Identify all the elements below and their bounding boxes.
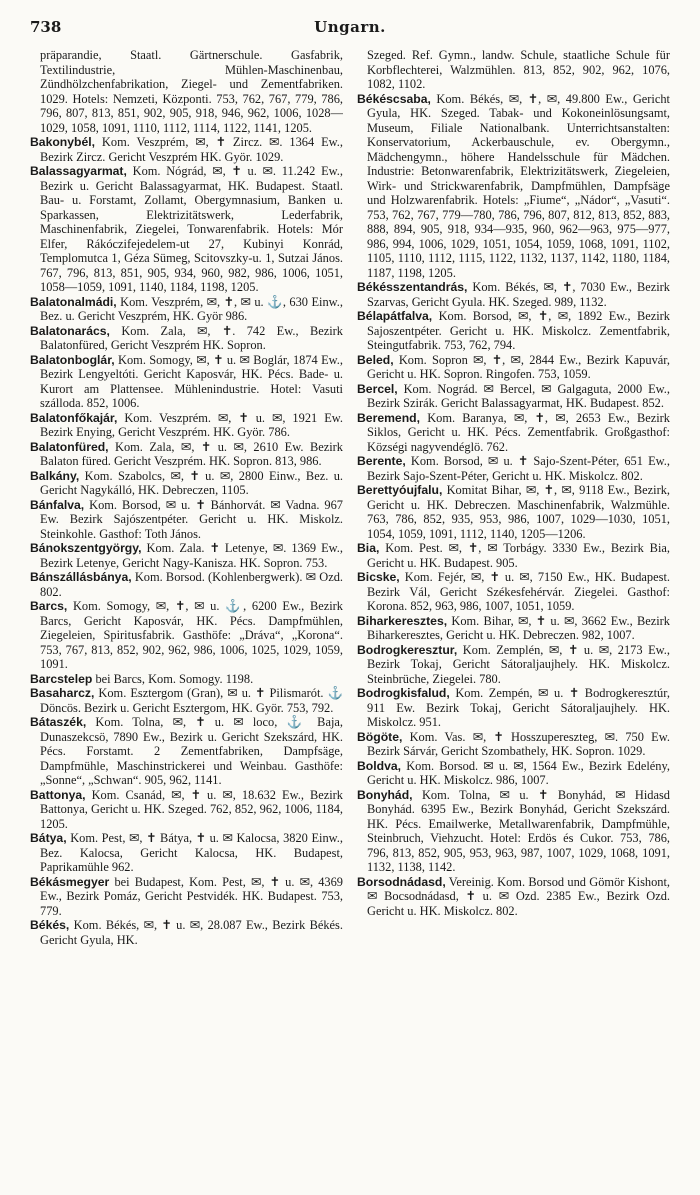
directory-entry xyxy=(357,759,670,788)
place-name: Békésszentandrás, xyxy=(357,280,468,294)
entry-text: Kom. Zala. ✝ Letenye, ✉. 1369 Ew., Bezirk Letenye, Gericht Nagy-Kanisza. HK. Sopron. 753. xyxy=(40,541,343,570)
entry-text: Kom. Vas. ✉, ✝ Hosszupereszteg, ✉. 750 Ew. Bezirk Sárvár, Gericht Szombathely, HK. Sopron. 1029. xyxy=(367,729,670,758)
directory-entry xyxy=(30,411,343,440)
entry-text: Kom. Borsod. (Kohlenbergwerk). ✉ Ozd. 802. xyxy=(40,570,343,599)
directory-entry xyxy=(357,483,670,541)
place-name: Boldva, xyxy=(357,758,402,773)
text-columns xyxy=(30,48,670,1188)
entry-text: Komitat Bihar, ✉, ✝, ✉, 9118 Ew., Bezirk, Gericht u. HK. Debreczen. Maschinenfabrik, Walzmühle. 763, 786, 852, 935, 953, 986, 1007, 1029—1030, 1051, 1054, 1059, 1091, 1112, 1140, 1205—1206. xyxy=(367,483,670,541)
entry-text: Kom. Veszprém. ✉, ✝ u. ✉, 1921 Ew. Bezirk Enying, Gericht Veszprém. HK. Györ. 786. xyxy=(40,410,343,439)
directory-entry xyxy=(357,454,670,483)
entry-text: Kom. Békés, ✉, ✝, ✉, 49.800 Ew., Gericht Gyula, HK. Szeged. Tabak- und Kokoneinlösungsamt, Museum, Filiale Nationalbank. Unterrichtsanstalten: Konservatorium, Ackerbauschule, ev. Obergymn., Mädchengymn., höhere Handelsschule für Mädchen. Industrie: Betonwarenfabrik, Elektrizitätswerk, Ziegeleien, Wirk- und Strickwarenfabrik, Dampfmühlen, Dampfsäge und Holzwarenfabrik. Hotels: „Fiume“, „Nádor“, „Vasuti“. 753, 762, 767, 779—780, 786, 796, 807, 812, 813, 852, 883, 888, 894, 905, 918, 934—935, 960, 962—963, 975—977, 986, 994, 1006, 1029, 1051, 1054, 1059, 1068, 1091, 1102, 1105, 1110, 1112, 1115, 1122, 1132, 1137, 1142, 1180, 1184, 1187, 1198, 1205. xyxy=(367,91,670,280)
place-name: Bodrogkisfalud, xyxy=(357,686,450,700)
directory-entry xyxy=(30,469,343,498)
entry-text: Kom. Pest, ✉, ✝ Bátya, ✝ u. ✉ Kalocsa, 3820 Einw., Bez. Kalocsa, Gericht Kalocsa, HK. Budapest, Paprikamühle 962. xyxy=(40,831,343,874)
directory-entry xyxy=(30,498,343,542)
entry-text: Kom. Tolna, ✉, ✝ u. ✉ loco, ⚓ Baja, Dunaszekcsö, 7890 Ew., Bezirk u. Gericht Szekszárd, HK. Pécs. Forstamt. 2 Zementfabriken, Dampfsäge, Dampfmühle, Maschinstrickerei und Weinbau. Gasthöfe: „Sonne“, „Schwan“. 905, 962, 1141. xyxy=(40,715,343,787)
page-header xyxy=(30,18,670,48)
entry-text: Kom. Zala, ✉, ✝ u. ✉, 2610 Ew. Bezirk Balaton füred. Gericht Veszprém. HK. Sopron. 813, 986. xyxy=(40,439,343,468)
directory-entry xyxy=(357,541,670,570)
directory-entry xyxy=(357,686,670,730)
entry-text: Kom. Szabolcs, ✉, ✝ u. ✉, 2800 Einw., Bez. u. Gericht Nagykálló, HK. Debreczen, 1105. xyxy=(40,468,343,497)
place-name: Balatonfőkajár, xyxy=(30,410,118,425)
place-name: Beremend, xyxy=(357,410,420,425)
entry-text: Kom. Sopron ✉, ✝, ✉, 2844 Ew., Bezirk Kapuvár, Gericht u. HK. Sopron. Ringofen. 753, 1059. xyxy=(367,352,670,381)
entry-text: Kom. Baranya, ✉, ✝, ✉, 2653 Ew., Bezirk Siklos, Gericht u. HK. Pécs. Zementfabrik. Großgasthof: Községi nagyvendéglö. 762. xyxy=(367,410,670,454)
directory-entry xyxy=(30,672,343,687)
directory-entry xyxy=(30,831,343,875)
directory-entry xyxy=(357,382,670,411)
directory-entry xyxy=(30,353,343,411)
entry-text: Kom. Veszprém, ✉, ✝, ✉ u. ⚓, 630 Einw., Bez. u. Gericht Veszprém, HK. Györ 986. xyxy=(40,294,343,323)
place-name: Bátya, xyxy=(30,831,67,845)
directory-entry xyxy=(30,570,343,599)
entry-text: Kom. Veszprém, ✉, ✝ Zircz. ✉. 1364 Ew., Bezirk Zircz. Gericht Veszprém HK. Györ. 1029. xyxy=(40,135,343,164)
place-name: Békéscsaba, xyxy=(357,91,431,106)
entry-text: Szeged. Ref. Gymn., landw. Schule, staatliche Schule für Korbflechterei, Walzmühlen. 813, 852, 902, 962, 1076, 1082, 1102. xyxy=(367,48,670,91)
directory-entry xyxy=(357,411,670,455)
place-name: Battonya, xyxy=(30,787,86,802)
directory-entry xyxy=(30,599,343,672)
place-name: Balatonarács, xyxy=(30,323,110,338)
place-name: Biharkeresztes, xyxy=(357,613,448,628)
place-name: Bánokszentgyörgy, xyxy=(30,541,142,555)
directory-entry xyxy=(30,440,343,469)
place-name: Basaharcz, xyxy=(30,686,95,700)
entry-text: Kom. Esztergom (Gran), ✉ u. ✝ Pilismarót. ⚓ Döncös. Bezirk u. Gericht Esztergom, HK. Györ. 753, 792. xyxy=(40,686,343,715)
directory-entry xyxy=(357,614,670,643)
directory-entry xyxy=(30,295,343,324)
place-name: Békásmegyer xyxy=(30,874,110,889)
entry-text: Kom. Borsod, ✉ u. ✝ Bánhorvát. ✉ Vadna. 967 Ew. Bezirk Sajószentpéter. Gericht u. HK. Miskolz. Steinkohle. Gasthof: Toth János. xyxy=(40,497,343,541)
entry-text: Kom. Békés, ✉, ✝ u. ✉, 28.087 Ew., Bezirk Békés. Gericht Gyula, HK. xyxy=(40,918,343,947)
right-column xyxy=(357,48,670,1188)
directory-entry xyxy=(357,280,670,309)
place-name: Balassagyarmat, xyxy=(30,164,127,178)
place-name: Bercel, xyxy=(357,381,398,396)
place-name: Balatonalmádi, xyxy=(30,294,117,309)
place-name: Bögöte, xyxy=(357,729,403,744)
entry-text: Vereinig. Kom. Borsod und Gömör Kishont, ✉ Bocsodnádasd, ✝ u. ✉ Ozd. 2385 Ew., Bezirk Ozd. Gericht u. HK. Miskolcz. 802. xyxy=(367,874,670,918)
entry-text: Kom. Pest. ✉, ✝, ✉ Torbágy. 3330 Ew., Bezirk Bia, Gericht u. HK. Budapest. 905. xyxy=(367,541,670,570)
directory-entry xyxy=(357,643,670,687)
entry-text: Kom. Zempén, ✉ u. ✝ Bodrogkeresztúr, 911 Ew. Bezirk Tokaj, Gericht Sátoraljaujhely. HK. Miskolcz. 951. xyxy=(367,686,670,729)
place-name: Barcs, xyxy=(30,599,68,613)
place-name: Bánfalva, xyxy=(30,497,85,512)
entry-text: Kom. Tolna, ✉ u. ✝ Bonyhád, ✉ Hidasd Bonyhád. 6395 Ew., Bezirk Bonyhád, Gericht Szekszárd. HK. Pécs. Emailwerke, Metallwarenfabrik, Dampfmühle, Steinbruch, Viehzucht. Hotel: Erdös és Cukor. 753, 786, 796, 813, 852, 905, 953, 963, 987, 1007, 1029, 1068, 1091, 1132, 1138, 1142. xyxy=(367,787,670,874)
entry-text: Kom. Nógrád, ✉, ✝ u. ✉. 11.242 Ew., Bezirk u. Gericht Balassagyarmat, HK. Budapest. Staatl. Bau- u. Forstamt, Zollamt, Obergymnasium, Banken u. Sparkassen, Elektrizitätswerk, Lederfabrik, Maschinenfabrik, Ziegelei, Tonwarenfabrik. Hotels: Mór Elfer, Rákóczifejedelem-ut 27, Kubinyi Konrád, Templomutca 1, Géza Sümeg, Scitovszky-u. 1, Sutzai János. 767, 796, 813, 851, 905, 934, 960, 982, 986, 1006, 1051, 1058—1059, 1091, 1140, 1184, 1198, 1205. xyxy=(40,164,343,294)
place-name: Balatonboglár, xyxy=(30,352,115,367)
entry-text: Kom. Fejér, ✉, ✝ u. ✉, 7150 Ew., HK. Budapest. Bezirk Vál, Gericht Székesfehérvár. Ziegelei. Gasthof: Korona. 852, 963, 986, 1007, 1051, 1059. xyxy=(367,570,670,613)
entry-text: Kom. Békés, ✉, ✝, 7030 Ew., Bezirk Szarvas, Gericht Gyula. HK. Szeged. 989, 1132. xyxy=(367,280,670,309)
directory-entry xyxy=(357,92,670,281)
directory-entry xyxy=(30,48,343,135)
running-title: Ungarn. xyxy=(314,18,386,36)
directory-entry xyxy=(30,541,343,570)
directory-entry xyxy=(30,324,343,353)
entry-text: bei Budapest, Kom. Pest, ✉, ✝ u. ✉, 4369 Ew., Bezirk Pomáz, Gericht Pestvidék. HK. Budapest. 753, 779. xyxy=(40,874,343,918)
entry-text: Kom. Somogy, ✉, ✝ u. ✉ Boglár, 1874 Ew., Bezirk Lengyeltóti. Gericht Kaposvár, HK. Pécs. Bade- u. Kurort am Plattensee. Mühlenindustrie. Hotel: Vasuti szálloda. 852, 1006. xyxy=(40,352,343,410)
entry-text: Kom. Zala, ✉, ✝. 742 Ew., Bezirk Balatonfüred, Gericht Veszprém HK. Sopron. xyxy=(40,323,343,352)
directory-entry xyxy=(357,353,670,382)
entry-text: Kom. Somogy, ✉, ✝, ✉ u. ⚓, 6200 Ew., Bezirk Barcs, Gericht Kaposvár, HK. Pécs. Dampfmühlen, Ziegeleien, Spiritusfabrik. Gasthöfe: „Dráva“, „Korona“. 753, 767, 813, 852, 902, 962, 986, 1006, 1025, 1029, 1059, 1091. xyxy=(40,599,343,671)
entry-text: Kom. Zemplén, ✉, ✝ u. ✉, 2173 Ew., Bezirk Tokaj, Gericht Sátoraljaujhely. HK. Miskolcz. Steinbrüche, Ziegelei. 780. xyxy=(367,642,670,686)
directory-entry xyxy=(30,135,343,164)
place-name: Beled, xyxy=(357,352,394,367)
directory-entry xyxy=(357,788,670,875)
entry-text: bei Barcs, Kom. Somogy. 1198. xyxy=(95,671,254,686)
directory-entry xyxy=(357,48,670,92)
entry-text: Kom. Borsod, ✉, ✝, ✉, 1892 Ew., Bezirk Sajoszentpéter. Gericht u. HK. Miskolcz. Zementfabrik, Steingutfabrik. 753, 762, 794. xyxy=(367,309,670,352)
directory-entry xyxy=(357,309,670,353)
directory-entry xyxy=(30,164,343,295)
directory-entry xyxy=(30,875,343,919)
place-name: Bélapátfalva, xyxy=(357,309,433,323)
entry-text: Kom. Borsod, ✉ u. ✝ Sajo-Szent-Péter, 651 Ew., Bezirk Sajo-Szent-Péter, Gericht u. HK. Miskolcz. 802. xyxy=(367,454,670,483)
page-number: 738 xyxy=(30,18,62,36)
entry-text: Kom. Bihar, ✉, ✝ u. ✉, 3662 Ew., Bezirk Biharkeresztes, Gericht u. HK. Debreczen. 982, 1007. xyxy=(367,613,670,642)
directory-entry xyxy=(357,875,670,919)
place-name: Balatonfüred, xyxy=(30,439,109,454)
place-name: Borsodnádasd, xyxy=(357,874,446,889)
place-name: Balkány, xyxy=(30,468,80,483)
entry-text: Kom. Nográd. ✉ Bercel, ✉ Galgaguta, 2000 Ew., Bezirk Szirák. Gericht Balassagyarmat, HK. Budapest. 852. xyxy=(367,381,670,410)
place-name: Bátaszék, xyxy=(30,715,87,729)
place-name: Bodrogkeresztur, xyxy=(357,642,458,657)
place-name: Békés, xyxy=(30,918,70,932)
directory-entry xyxy=(30,918,343,947)
directory-entry xyxy=(357,570,670,614)
entry-text: präparandie, Staatl. Gärtnerschule. Gasfabrik, Textilindustrie, Mühlen-Maschinenbau, Zündhölzchenfabrikation, Ziegel- und Zementfabriken. 1029. Hotels: Nemzeti, Központi. 753, 762, 767, 779, 786, 796, 807, 813, 851, 902, 905, 918, 946, 962, 1006, 1028—1029, 1058, 1091, 1110, 1112, 1114, 1122, 1141, 1205. xyxy=(40,48,343,135)
place-name: Bonyhád, xyxy=(357,787,413,802)
left-column xyxy=(30,48,343,1188)
directory-entry xyxy=(30,686,343,715)
directory-entry xyxy=(30,715,343,788)
place-name: Berettyóujfalu, xyxy=(357,483,443,497)
place-name: Bánszállásbánya, xyxy=(30,570,132,584)
place-name: Bakonybél, xyxy=(30,135,96,149)
place-name: Bicske, xyxy=(357,570,400,584)
directory-entry xyxy=(357,730,670,759)
entry-text: Kom. Borsod. ✉ u. ✉, 1564 Ew., Bezirk Edelény, Gericht u. HK. Miskolcz. 986, 1007. xyxy=(367,758,670,787)
directory-entry xyxy=(30,788,343,832)
entry-text: Kom. Csanád, ✉, ✝ u. ✉, 18.632 Ew., Bezirk Battonya, Gericht u. HK. Szeged. 762, 852, 962, 1006, 1184, 1205. xyxy=(40,787,343,831)
place-name: Berente, xyxy=(357,454,406,468)
place-name: Bia, xyxy=(357,541,380,555)
place-name: Barcstelep xyxy=(30,671,93,686)
